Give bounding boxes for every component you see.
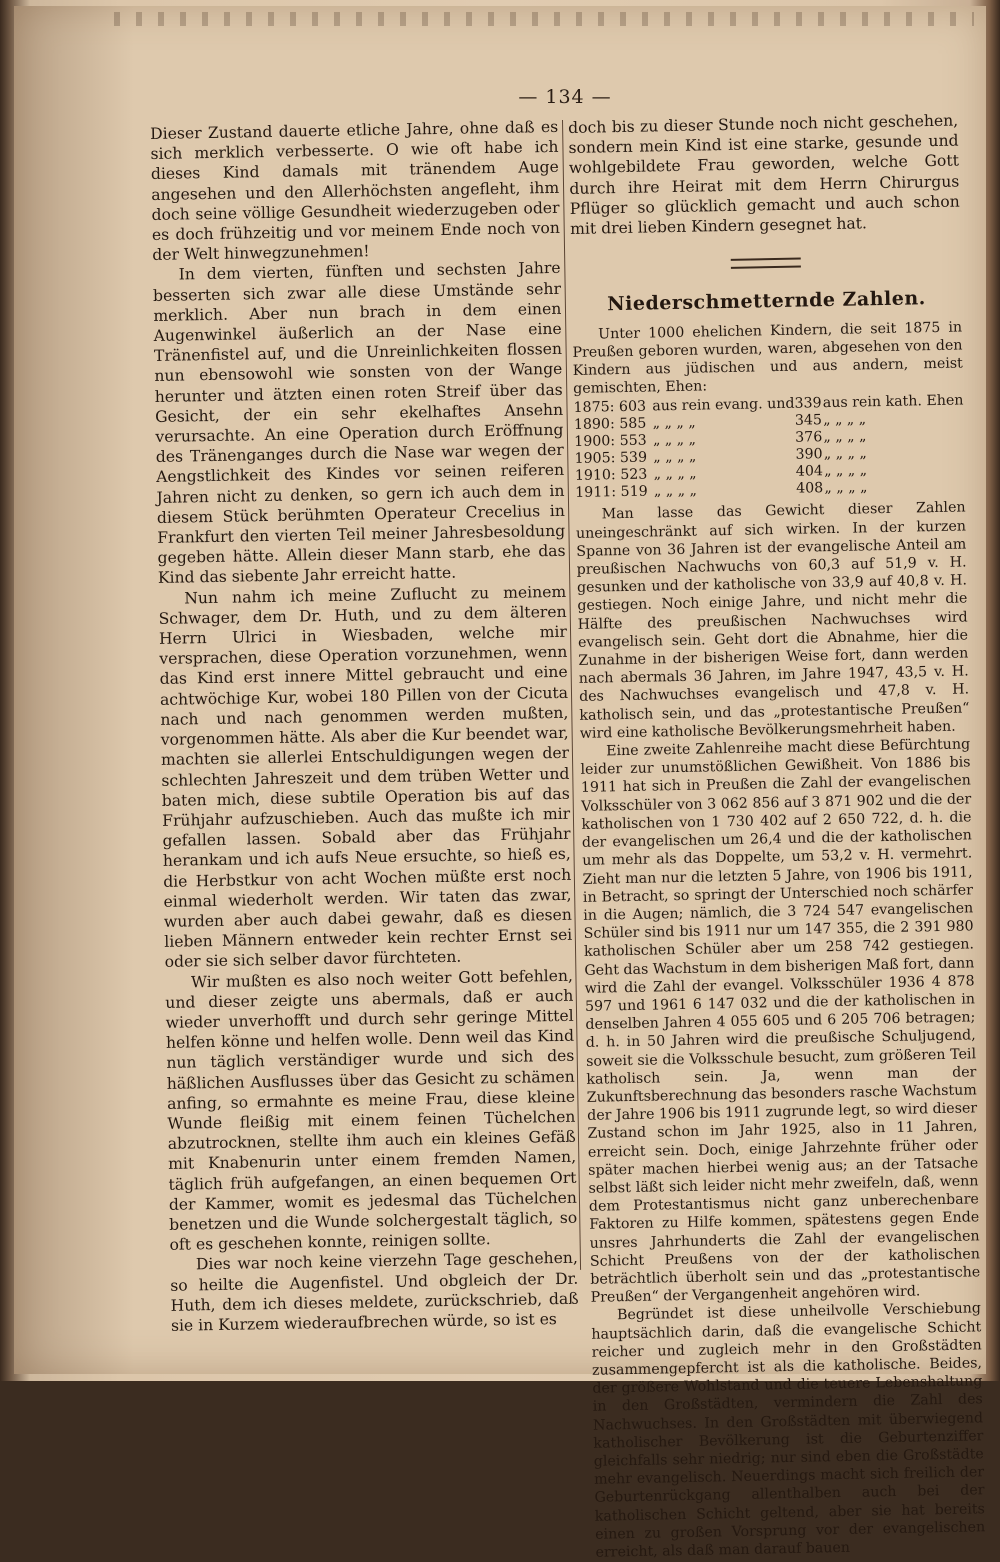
- stats-tail: „ „ „ „: [823, 462, 868, 480]
- stats-kath: 404: [795, 463, 824, 481]
- stats-kath: 376: [795, 429, 823, 447]
- left-column: [150, 117, 579, 1336]
- stats-mid: „ „ „ „: [653, 483, 698, 500]
- torn-top-edge: [114, 12, 974, 26]
- left-paragraph: Nun nahm ich meine Zuflucht zu meinem Schwager, dem Dr. Huth, und zu dem älteren Herrn Ulrici in Wiesbaden, welche mir versprachen, diese Operation vorzunehmen, wenn das Kind erst innere Mittel gebraucht und eine achtwöchige Kur, wobei 180 Pillen von der Cicuta nach und nach genommen werden mußten, vorgenommen hätte. Als aber die Kur beendet war, machten sie allerlei Entschuldigungen wegen der schlechten Jahreszeit und dem trüben Wetter und baten mich, diese subtile Operation bis auf das Frühjahr aufzuschieben. Auch das mußte ich mir gefallen lassen. Sobald aber das Frühjahr herankam und ich aufs Neue ersuchte, so hieß es, die Herbstkur von acht Wochen müßte erst noch einmal wiederholt werden. Wir taten das zwar, wurden aber auch dabei gewahr, daß es diesen lieben Männern entweder kein rechter Ernst sei oder sie sich selber davor fürchteten.: [158, 582, 573, 972]
- stats-year: 1911:: [575, 484, 617, 502]
- stats-kath: 339: [794, 395, 822, 413]
- stats-table: [573, 393, 965, 502]
- right-column: [568, 111, 986, 1562]
- stats-ev: 519: [620, 483, 648, 501]
- stats-intro: Unter 1000 ehelichen Kindern, die seit 1875 in Preußen geboren wurden, waren, abgesehen von den Kindern aus jüdischen und aus andern, meist gemischten, Ehen:: [572, 319, 963, 398]
- stats-mid: aus rein evang. und: [652, 396, 795, 415]
- double-rule: [571, 250, 961, 278]
- stats-tail: „ „ „ „: [823, 445, 867, 463]
- stats-ev: 523: [620, 466, 648, 484]
- section-heading: Niederschmetternde Zahlen.: [607, 287, 926, 316]
- stats-mid: „ „ „ „: [653, 449, 697, 466]
- left-paragraph: Dies war noch keine vierzehn Tage geschehen, so heilte die Augenfistel. Und obgleich der Dr. Huth, dem ich dieses meldete, zurückschrieb, daß sie in Kurzem wiederaufbrechen würde, so ist es: [170, 1249, 579, 1335]
- stats-tail: „ „ „ „: [822, 411, 867, 429]
- stats-tail: „ „ „ „: [824, 479, 868, 497]
- stats-kath: 390: [795, 446, 823, 464]
- right-paragraph: Eine zweite Zahlenreihe macht diese Befürchtung leider zur unumstößlichen Gewißheit. Von 1886 bis 1911 hat sich in Preußen die Zahl der evangelischen Volksschüler von 3 062 856 auf 3 871 902 und die der katholischen von 1 730 402 auf 2 650 722, d. h. die der evangelischen um 26,4 und die der katholischen um mehr als das Doppelte, um 53,2 v. H. vermehrt. Zieht man nur die letzten 5 Jahre, von 1906 bis 1911, in Betracht, so springt der Unterschied noch schärfer in die Augen; nämlich, die 3 724 547 evangelischen Schüler sind bis 1911 nur um 147 355, die 2 391 980 katholischen Schüler aber um 258 742 gestiegen. Geht das Wachstum in dem bisherigen Maß fort, dann wird die Zahl der evangel. Volksschüler 1936 4 878 597 und 1961 6 147 032 und die der katholischen in denselben Jahren 4 055 605 und 6 205 706 betragen; d. h. in 50 Jahren wird die preußische Schuljugend, soweit sie die Volksschule besucht, zum größeren Teil katholisch sein. Ja, wenn man der Zukunftsberechnung das besonders rasche Wachstum der Jahre 1906 bis 1911 zugrunde legt, so wird dieser Zustand schon im Jahr 1925, also in 11 Jahren, erreicht sein. Doch, einige Jahrzehnte früher oder später machen hierbei wenig aus; an der Tatsache selbst läßt sich leider nicht mehr zweifeln, daß, wenn dem Protestantismus nicht ganz unberechenbare Faktoren zu Hilfe kommen, spätestens gegen Ende unsres Jahrhunderts die Zahl der evangelischen Schicht Preußens von der der katholischen beträchtlich überholt sein und das „protestantische Preußen“ der Vergangenheit angehören wird.: [580, 736, 981, 1306]
- stats-ev: 603: [618, 398, 647, 416]
- page-number: — 134 —: [518, 86, 612, 108]
- stats-mid: „ „ „ „: [652, 432, 697, 449]
- stats-mid: „ „ „ „: [653, 466, 697, 483]
- stats-kath: 345: [794, 412, 823, 430]
- stats-year: 1900:: [574, 433, 616, 451]
- left-paragraph: Wir mußten es also noch weiter Gott befehlen, und dieser zeigte uns abermals, daß er auch wieder unverhofft und durch sehr geringe Mittel helfen könne und helfen wolle. Denn weil das Kind nun täglich verständiger wurde und sich des häßlichen Ausflusses über das Gesicht zu schämen anfing, so ermahnte es meine Frau, diese kleine Wunde fleißig mit einem feinen Tüchelchen abzutrocknen, stellte ihm auch ein kleines Gefäß mit Knabenurin unter einem fremden Namen, täglich früh aufgefangen, an einen bequemen Ort der Kammer, womit es jedesmal das Tüchelchen benetzen und die Wunde solchergestalt täglich, so oft es geschehen konnte, reinigen sollte.: [165, 966, 578, 1254]
- binding-shadow: [14, 6, 134, 1374]
- stats-ev: 539: [619, 449, 648, 467]
- stats-tail: „ „ „ „: [823, 428, 867, 446]
- right-paragraph: Man lasse das Gewicht dieser Zahlen uneingeschränkt auf sich wirken. In der kurzen Spanne von 36 Jahren ist der evangelische Anteil am preußischen Nachwuchs von 60,3 auf 51,9 v. H. gesunken und der katholische von 33,9 auf 40,8 v. H. gestiegen. Noch einige Jahre, und nicht mehr die Hälfte des preußischen Nachwuchses wird evangelisch sein. Geht dort die Abnahme, hier die Zunahme in der bisherigen Weise fort, dann werden nach abermals 36 Jahren, im Jahre 1947, 43,5 v. H. des Nachwuchses evangelisch und 47,8 v. H. katholisch sein, und das „protestantische Preußen“ wird eine katholische Bevölkerungsmehrheit haben.: [575, 499, 970, 742]
- right-top-paragraph: doch bis zu dieser Stunde noch nicht geschehen, sondern mein Kind ist eine starke, gesunde und wohlgebildete Frau geworden, welche Gott durch ihre Heirat mit dem Herrn Chirurgus Pflüger so glücklich gemacht und auch schon mit drei lieben Kindern gesegnet hat.: [568, 111, 960, 238]
- right-paragraph: Begründet ist diese unheilvolle Verschiebung hauptsächlich darin, daß die evangelische Schicht reicher und zugleich mehr in den Großstädten zusammengepfercht ist als die katholische. Beides, der größere Wohlstand und die teuere Lebenshaltung in den Großstädten, vermindern die Zahl des Nachwuchses. In den Großstädten mit überwiegend katholischer Bevölkerung ist die Geburtenziffer gleichfalls sehr niedrig; nur sind eben die Großstädte mehr evangelisch. Neuerdings macht sich freilich der Geburtenrückgang allenthalben auch bei der katholischen Schicht geltend, aber sie hat bereits einen zu großen Vorsprung vor der evangelischen erreicht, als daß man darauf bauen: [591, 1300, 986, 1561]
- left-paragraph: Dieser Zustand dauerte etliche Jahre, ohne daß es sich merklich verbesserte. O wie oft habe ich dieses Kind damals mit tränendem Auge angesehen und den Allerhöchsten angefleht, ihm doch seine völlige Gesundheit wiederzugeben oder es doch frühzeitig und vor meinem Ende noch von der Welt hinwegzunehmen!: [150, 117, 561, 265]
- stats-tail: aus rein kath. Ehen: [822, 392, 964, 412]
- stats-ev: 585: [619, 415, 647, 433]
- stats-mid: „ „ „ „: [652, 415, 696, 432]
- stats-ev: 553: [619, 432, 647, 450]
- stats-year: 1875:: [573, 399, 615, 417]
- left-paragraph: In dem vierten, fünften und sechsten Jahre besserten sich zwar alle diese Umstände sehr merklich. Aber nun brach in dem einen Augenwinkel äußerlich an der Nase eine Tränenfistel auf, und die Unreinlichkeiten flossen nun ebensowohl wie sonsten von der Wange herunter und ätzten einen roten Streif über das Gesicht, der ein sehr ekelhaftes Ansehn verursachte. An eine Operation durch Eröffnung des Tränenganges durch die Nase war wegen der Aengstlichkeit des Kindes vor seinen reiferen Jahren nicht zu denken, so gern ich auch dem in diesem Stück berühmten Operateur Crecelius in Frankfurt den vierten Teil meiner Jahresbesoldung gegeben hätte. Allein dieser Mann starb, ehe das Kind das siebente Jahr erreicht hatte.: [152, 259, 566, 588]
- stats-kath: 408: [796, 480, 824, 498]
- stats-year: 1890:: [573, 416, 615, 434]
- stats-year: 1905:: [574, 450, 616, 468]
- stats-year: 1910:: [574, 467, 616, 485]
